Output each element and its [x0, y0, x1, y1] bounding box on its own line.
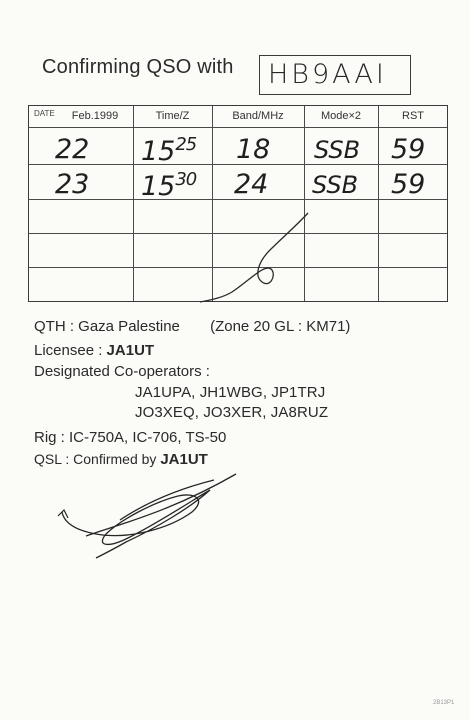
row1-time-minute: 25 — [175, 134, 197, 155]
row2-band: 24 — [234, 169, 269, 200]
card-heading: Confirming QSO with — [42, 56, 234, 78]
date-tag: DATE — [34, 109, 55, 118]
licensee-value: JA1UT — [106, 342, 155, 359]
row1-time-hour: 15 — [141, 136, 176, 167]
row2-time-hour: 15 — [141, 171, 176, 202]
qsl-value: JA1UT — [160, 451, 208, 468]
table-flourish — [200, 213, 308, 302]
row1-mode: SSB — [314, 136, 361, 164]
row1-day: 22 — [55, 134, 90, 165]
row1-band: 18 — [236, 134, 271, 165]
row2-mode: SSB — [312, 171, 359, 199]
header-rst: RST — [402, 110, 424, 122]
header-date: Feb.1999 — [71, 110, 119, 122]
row2-rst: 59 — [391, 169, 426, 200]
header-mode: Mode×2 — [320, 110, 362, 122]
signature — [62, 474, 236, 558]
rig-line: Rig : IC-750A, IC-706, TS-50 — [34, 429, 227, 446]
qsl-label: QSL : Confirmed by — [34, 451, 161, 467]
cooperators-label: Designated Co-operators : — [34, 363, 210, 380]
qth-zone: (Zone 20 GL : KM71) — [210, 318, 351, 335]
cooperators-line-2: JO3XEQ, JO3XER, JA8RUZ — [135, 404, 329, 421]
row2-day: 23 — [55, 169, 90, 200]
cooperators-line-1: JA1UPA, JH1WBG, JP1TRJ — [135, 384, 326, 401]
callsign: HB9AAI — [268, 59, 387, 90]
licensee-label: Licensee : — [34, 342, 107, 359]
row2-time-minute: 30 — [175, 169, 197, 190]
row1-rst: 59 — [391, 134, 426, 165]
serial-number: 2B13P1 — [433, 700, 455, 706]
header-band: Band/MHz — [232, 110, 284, 122]
qth-label: QTH : Gaza Palestine — [34, 318, 180, 335]
header-time: Time/Z — [155, 110, 190, 122]
